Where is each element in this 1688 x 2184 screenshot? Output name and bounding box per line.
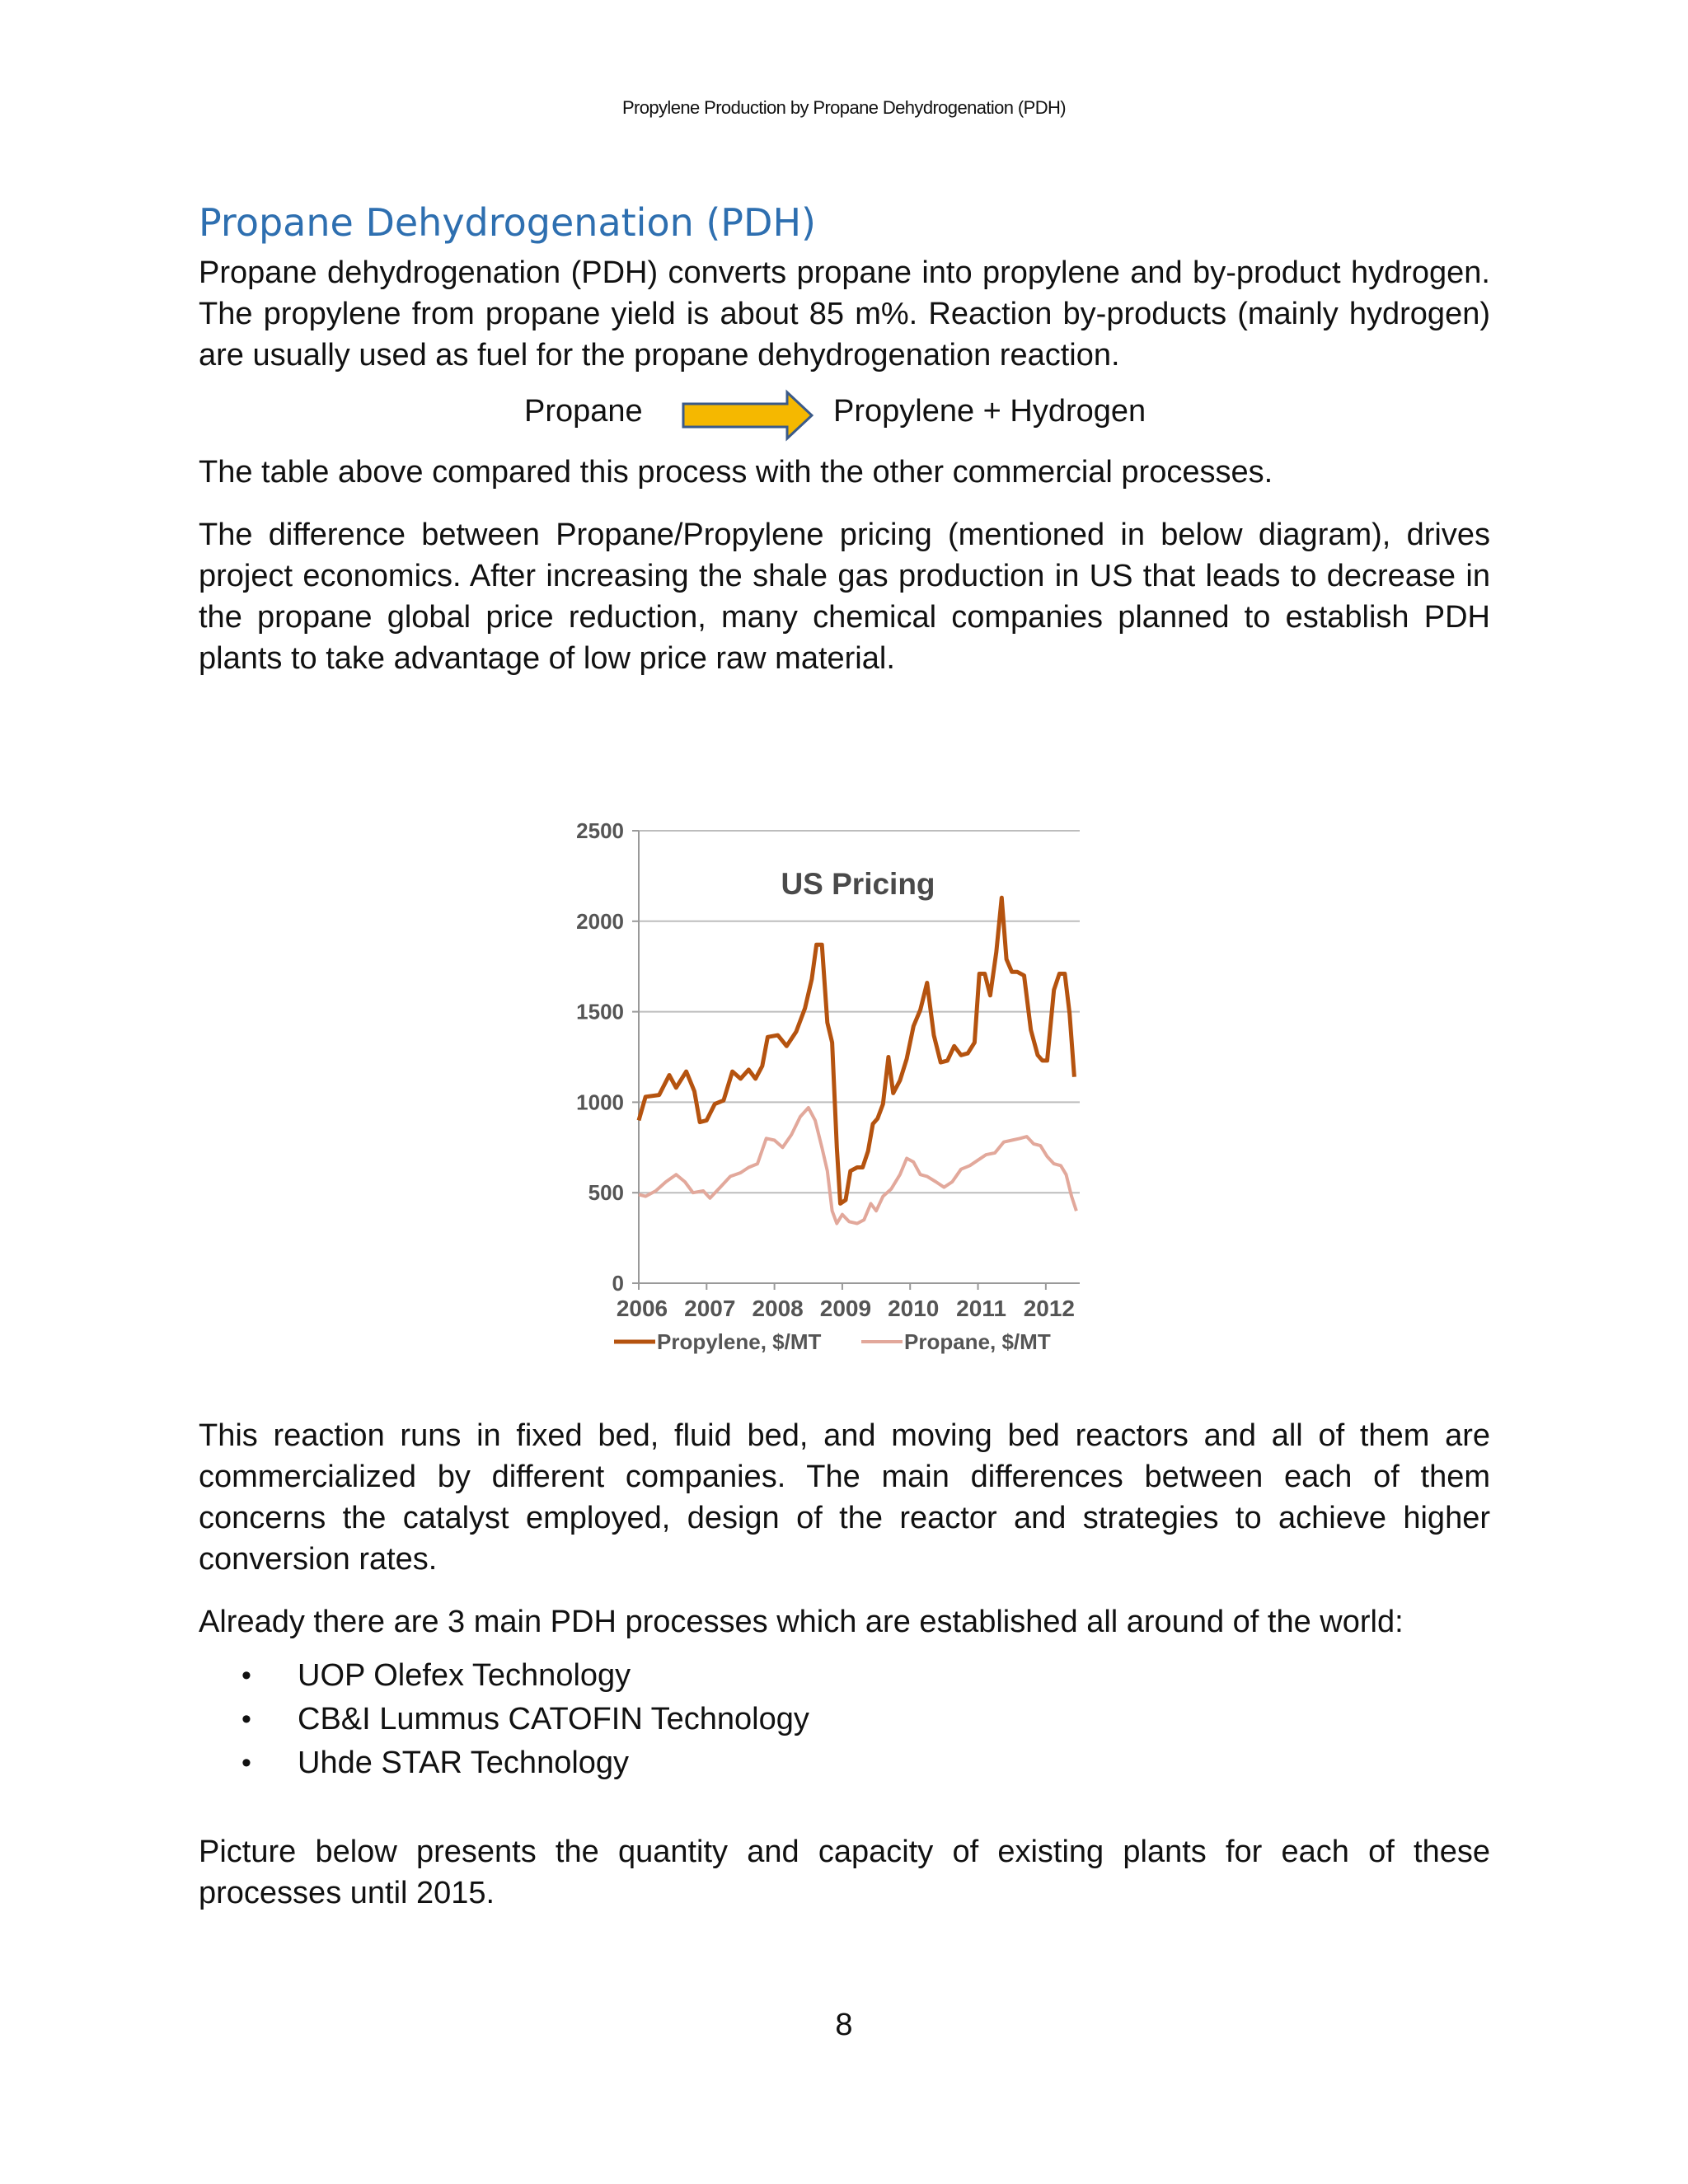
y-tick-label: 500 (588, 1180, 624, 1206)
x-tick-label: 2011 (956, 1296, 1006, 1321)
page-number: 8 (835, 2008, 853, 2042)
x-tick-label: 2009 (819, 1296, 872, 1321)
list-item: • UOP Olefex Technology (298, 1654, 1490, 1698)
running-header: Propylene Production by Propane Dehydrogenation (PDH) (621, 97, 1067, 118)
bullet-icon: • (241, 1660, 251, 1691)
section-heading: Propane Dehydrogenation (PDH) (199, 200, 817, 245)
x-tick-label: 2012 (1023, 1296, 1075, 1321)
reactors-paragraph: This reaction runs in fixed bed, fluid bed, and moving bed reactors and all of them are commercialized by different companies. The main differences between each of them concerns the catalyst employed, design of the reactor and strategies to achieve higher conversion rates. (199, 1418, 1490, 1577)
y-tick-label: 0 (612, 1271, 624, 1296)
chart-svg (536, 791, 1113, 1401)
process-list (199, 1654, 1490, 1785)
series-line (639, 898, 1074, 1203)
reactant-label: Propane (524, 394, 643, 429)
y-tick-label: 1500 (576, 999, 624, 1024)
y-tick-label: 2000 (576, 908, 624, 934)
reaction-equation (199, 389, 1490, 448)
bullet-icon: • (241, 1747, 251, 1779)
x-tick-label: 2008 (752, 1296, 804, 1321)
intro-paragraph: Propane dehydrogenation (PDH) converts propane into propylene and by-product hydrogen. The propylene from propane yield is about 85 m%. Reaction by-products (mainly hydrogen) are usually used as fuel for the propane dehydrogenation reaction. (199, 255, 1490, 373)
economics-paragraph: The difference between Propane/Propylene pricing (mentioned in below diagram), drives project economics. After increasing the shale gas production in US that leads to decrease in the propane global price reduction, many chemical companies planned to establish PDH plants to take advantage of low price raw material. (199, 518, 1490, 676)
x-tick-label: 2007 (684, 1296, 736, 1321)
products-label: Propylene + Hydrogen (833, 394, 1146, 429)
list-item: • CB&I Lummus CATOFIN Technology (298, 1698, 1490, 1741)
processes-intro-paragraph: Already there are 3 main PDH processes which are established all around of the world: (199, 1605, 1404, 1639)
picture-note-paragraph: Picture below presents the quantity and capacity of existing plants for each of these processes until 2015. (199, 1835, 1490, 1910)
section-bottom (199, 1415, 1490, 1914)
legend-label: Propane, $/MT (904, 1329, 1051, 1354)
x-tick-label: 2010 (888, 1296, 940, 1321)
table-note-paragraph: The table above compared this process with the other commercial processes. (199, 455, 1273, 490)
list-item: • Uhde STAR Technology (298, 1741, 1490, 1785)
legend-label: Propylene, $/MT (657, 1329, 822, 1354)
y-tick-label: 1000 (576, 1090, 624, 1115)
x-tick-label: 2006 (616, 1296, 668, 1321)
section-top (199, 198, 1490, 679)
us-pricing-chart (536, 791, 1113, 1401)
chart-title: US Pricing (781, 867, 935, 901)
bullet-icon: • (241, 1704, 251, 1735)
right-arrow-icon (682, 389, 814, 442)
y-tick-label: 2500 (576, 818, 624, 843)
